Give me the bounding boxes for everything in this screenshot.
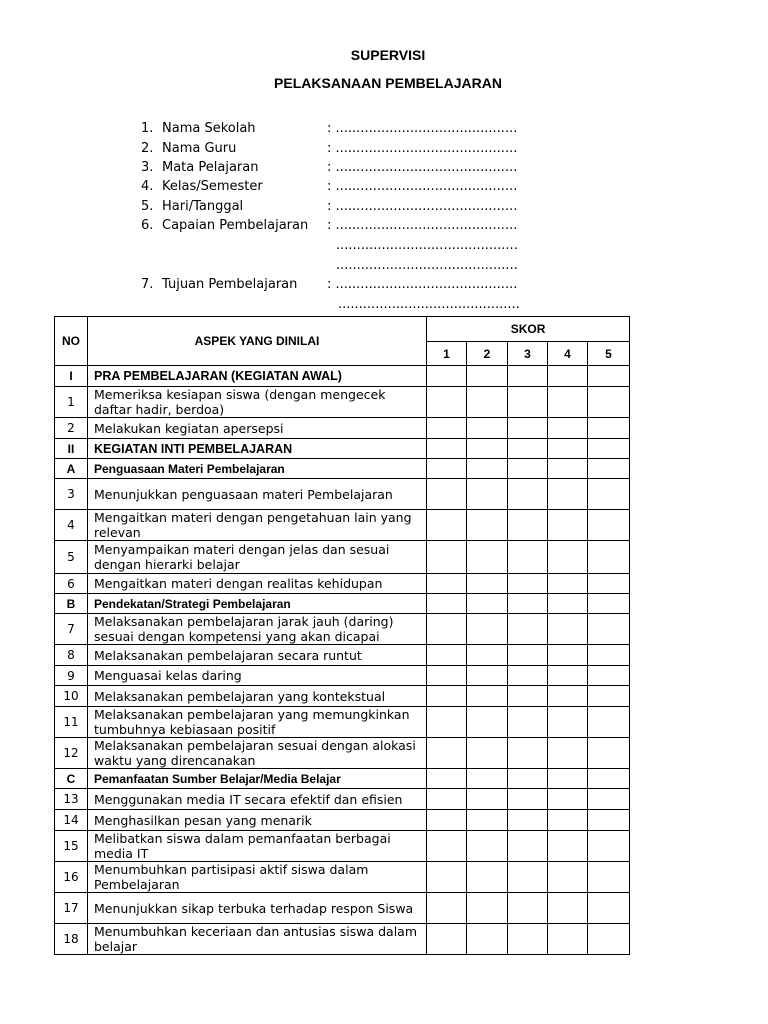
score-cell-2[interactable]: [467, 594, 508, 614]
score-cell-2[interactable]: [467, 541, 508, 574]
field-number: 7.: [141, 277, 154, 292]
score-cell-3[interactable]: [508, 418, 548, 439]
score-cell-2[interactable]: [467, 387, 508, 418]
score-cell-2[interactable]: [467, 510, 508, 541]
score-cell-3[interactable]: [508, 831, 548, 862]
score-cell-5[interactable]: [588, 810, 630, 831]
table-row: [55, 924, 630, 955]
field-continuation-line: ............................................: [336, 258, 518, 273]
score-cell-5[interactable]: [588, 707, 630, 738]
score-cell-3[interactable]: [508, 439, 548, 459]
score-cell-4[interactable]: [548, 686, 588, 707]
score-cell-1[interactable]: [427, 459, 467, 479]
row-number: II: [55, 439, 88, 459]
score-cell-1[interactable]: [427, 541, 467, 574]
row-number: 7: [55, 614, 88, 645]
row-number: 3: [55, 479, 88, 510]
score-cell-5[interactable]: [588, 387, 630, 418]
score-cell-1[interactable]: [427, 387, 467, 418]
score-header-5: 5: [588, 342, 630, 366]
row-number: 12: [55, 738, 88, 769]
field-number: 3.: [141, 160, 154, 175]
row-number: 9: [55, 666, 88, 686]
score-cell-4[interactable]: [548, 924, 588, 955]
table-row: [55, 810, 630, 831]
aspect-text: Menguasai kelas daring: [88, 666, 427, 686]
row-number: 16: [55, 862, 88, 893]
score-cell-3[interactable]: [508, 594, 548, 614]
score-cell-4[interactable]: [548, 574, 588, 594]
score-cell-5[interactable]: [588, 645, 630, 666]
field-blank: : ............................................: [327, 179, 518, 194]
score-cell-5[interactable]: [588, 541, 630, 574]
header-score: SKOR: [427, 317, 630, 342]
score-cell-3[interactable]: [508, 769, 548, 789]
row-number: 1: [55, 387, 88, 418]
score-cell-4[interactable]: [548, 789, 588, 810]
score-cell-5[interactable]: [588, 479, 630, 510]
score-cell-2[interactable]: [467, 769, 508, 789]
table-row: [55, 614, 630, 645]
score-cell-5[interactable]: [588, 893, 630, 924]
score-cell-2[interactable]: [467, 862, 508, 893]
score-cell-5[interactable]: [588, 924, 630, 955]
row-number: 6: [55, 574, 88, 594]
score-cell-5[interactable]: [588, 614, 630, 645]
score-cell-4[interactable]: [548, 439, 588, 459]
score-cell-3[interactable]: [508, 924, 548, 955]
score-cell-4[interactable]: [548, 810, 588, 831]
score-header-1: 1: [427, 342, 467, 366]
score-cell-1[interactable]: [427, 366, 467, 387]
table-header-row: [55, 317, 630, 342]
score-cell-1[interactable]: [427, 789, 467, 810]
table-row: [55, 574, 630, 594]
score-cell-3[interactable]: [508, 387, 548, 418]
table-row: [55, 862, 630, 893]
aspect-text: Menghasilkan pesan yang menarik: [88, 810, 427, 831]
score-cell-3[interactable]: [508, 510, 548, 541]
aspect-text: Menumbuhkan keceriaan dan antusias siswa dalam belajar: [88, 924, 427, 955]
score-cell-3[interactable]: [508, 541, 548, 574]
score-cell-2[interactable]: [467, 439, 508, 459]
score-cell-4[interactable]: [548, 645, 588, 666]
field-blank: : ............................................: [327, 160, 518, 175]
field-blank: : ............................................: [327, 218, 518, 233]
score-cell-2[interactable]: [467, 707, 508, 738]
score-cell-5[interactable]: [588, 789, 630, 810]
aspect-text: Menyampaikan materi dengan jelas dan sesuai dengan hierarki belajar: [88, 541, 427, 574]
score-cell-3[interactable]: [508, 893, 548, 924]
score-cell-4[interactable]: [548, 769, 588, 789]
score-cell-1[interactable]: [427, 479, 467, 510]
score-cell-1[interactable]: [427, 893, 467, 924]
aspect-text: Melaksanakan pembelajaran jarak jauh (daring) sesuai dengan kompetensi yang akan dicapai: [88, 614, 427, 645]
aspect-text: Melaksanakan pembelajaran sesuai dengan alokasi waktu yang direncanakan: [88, 738, 427, 769]
score-cell-2[interactable]: [467, 810, 508, 831]
field-blank: : ............................................: [327, 199, 518, 214]
field-label: Tujuan Pembelajaran: [162, 277, 298, 292]
score-header-3: 3: [508, 342, 548, 366]
aspect-text: Melaksanakan pembelajaran secara runtut: [88, 645, 427, 666]
row-number: 17: [55, 893, 88, 924]
score-cell-3[interactable]: [508, 459, 548, 479]
field-label: Nama Sekolah: [162, 121, 256, 136]
score-cell-2[interactable]: [467, 645, 508, 666]
aspect-text: Menunjukkan sikap terbuka terhadap respon Siswa: [88, 893, 427, 924]
field-number: 2.: [141, 141, 154, 156]
row-number: 15: [55, 831, 88, 862]
score-cell-3[interactable]: [508, 645, 548, 666]
score-cell-1[interactable]: [427, 645, 467, 666]
field-number: 6.: [141, 218, 154, 233]
score-cell-4[interactable]: [548, 387, 588, 418]
score-cell-1[interactable]: [427, 614, 467, 645]
score-cell-2[interactable]: [467, 418, 508, 439]
score-cell-1[interactable]: [427, 418, 467, 439]
field-label: Mata Pelajaran: [162, 160, 259, 175]
table-row: [55, 789, 630, 810]
field-number: 1.: [141, 121, 154, 136]
score-cell-2[interactable]: [467, 924, 508, 955]
row-number: I: [55, 366, 88, 387]
score-cell-5[interactable]: [588, 510, 630, 541]
field-blank: : ............................................: [327, 121, 518, 136]
table-row: [55, 645, 630, 666]
score-cell-2[interactable]: [467, 366, 508, 387]
score-cell-1[interactable]: [427, 769, 467, 789]
field-label: Hari/Tanggal: [162, 199, 244, 214]
row-number: 11: [55, 707, 88, 738]
score-cell-3[interactable]: [508, 366, 548, 387]
section-heading: KEGIATAN INTI PEMBELAJARAN: [88, 439, 427, 459]
score-cell-3[interactable]: [508, 686, 548, 707]
score-cell-5[interactable]: [588, 594, 630, 614]
field-label: Kelas/Semester: [162, 179, 263, 194]
section-heading: Pemanfaatan Sumber Belajar/Media Belajar: [88, 769, 427, 789]
score-cell-2[interactable]: [467, 614, 508, 645]
score-cell-4[interactable]: [548, 831, 588, 862]
score-cell-1[interactable]: [427, 831, 467, 862]
aspect-text: Melaksanakan pembelajaran yang memungkinkan tumbuhnya kebiasaan positif: [88, 707, 427, 738]
score-cell-4[interactable]: [548, 738, 588, 769]
score-cell-5[interactable]: [588, 666, 630, 686]
row-number: B: [55, 594, 88, 614]
score-cell-1[interactable]: [427, 439, 467, 459]
row-number: 2: [55, 418, 88, 439]
section-row: [55, 366, 630, 387]
score-cell-2[interactable]: [467, 666, 508, 686]
field-blank: : ............................................: [327, 277, 518, 292]
section-heading: PRA PEMBELAJARAN (KEGIATAN AWAL): [88, 366, 427, 387]
score-cell-1[interactable]: [427, 574, 467, 594]
score-cell-5[interactable]: [588, 459, 630, 479]
score-cell-2[interactable]: [467, 686, 508, 707]
row-number: 14: [55, 810, 88, 831]
score-cell-4[interactable]: [548, 510, 588, 541]
score-cell-5[interactable]: [588, 831, 630, 862]
score-cell-2[interactable]: [467, 574, 508, 594]
score-cell-2[interactable]: [467, 789, 508, 810]
assessment-table: [54, 316, 630, 955]
aspect-text: Melakukan kegiatan apersepsi: [88, 418, 427, 439]
subsection-row: [55, 594, 630, 614]
table-row: [55, 387, 630, 418]
table-row: [55, 707, 630, 738]
score-cell-2[interactable]: [467, 893, 508, 924]
row-number: C: [55, 769, 88, 789]
score-cell-1[interactable]: [427, 707, 467, 738]
score-cell-3[interactable]: [508, 614, 548, 645]
score-cell-3[interactable]: [508, 789, 548, 810]
score-cell-4[interactable]: [548, 366, 588, 387]
section-heading: Penguasaan Materi Pembelajaran: [88, 459, 427, 479]
aspect-text: Memeriksa kesiapan siswa (dengan mengecek daftar hadir, berdoa): [88, 387, 427, 418]
document-title: SUPERVISI: [350, 47, 426, 63]
section-heading: Pendekatan/Strategi Pembelajaran: [88, 594, 427, 614]
field-label: Nama Guru: [162, 141, 237, 156]
score-cell-3[interactable]: [508, 574, 548, 594]
subsection-row: [55, 459, 630, 479]
aspect-text: Mengaitkan materi dengan pengetahuan lain yang relevan: [88, 510, 427, 541]
row-number: 8: [55, 645, 88, 666]
row-number: A: [55, 459, 88, 479]
table-row: [55, 893, 630, 924]
row-number: 13: [55, 789, 88, 810]
score-cell-4[interactable]: [548, 479, 588, 510]
score-cell-5[interactable]: [588, 738, 630, 769]
score-cell-5[interactable]: [588, 686, 630, 707]
score-cell-1[interactable]: [427, 666, 467, 686]
score-cell-1[interactable]: [427, 686, 467, 707]
score-cell-1[interactable]: [427, 510, 467, 541]
score-cell-4[interactable]: [548, 862, 588, 893]
score-cell-2[interactable]: [467, 459, 508, 479]
score-cell-4[interactable]: [548, 459, 588, 479]
score-cell-4[interactable]: [548, 666, 588, 686]
field-continuation-line: ............................................: [336, 238, 518, 253]
aspect-text: Mengaitkan materi dengan realitas kehidupan: [88, 574, 427, 594]
score-cell-1[interactable]: [427, 862, 467, 893]
aspect-text: Melaksanakan pembelajaran yang kontekstual: [88, 686, 427, 707]
score-cell-5[interactable]: [588, 769, 630, 789]
score-cell-5[interactable]: [588, 862, 630, 893]
table-row: [55, 418, 630, 439]
score-cell-4[interactable]: [548, 707, 588, 738]
subsection-row: [55, 769, 630, 789]
aspect-text: Menumbuhkan partisipasi aktif siswa dalam Pembelajaran: [88, 862, 427, 893]
aspect-text: Menunjukkan penguasaan materi Pembelajaran: [88, 479, 427, 510]
score-cell-1[interactable]: [427, 810, 467, 831]
score-cell-2[interactable]: [467, 479, 508, 510]
score-cell-5[interactable]: [588, 439, 630, 459]
score-cell-4[interactable]: [548, 614, 588, 645]
score-cell-3[interactable]: [508, 810, 548, 831]
row-number: 4: [55, 510, 88, 541]
aspect-text: Menggunakan media IT secara efektif dan efisien: [88, 789, 427, 810]
score-header-4: 4: [548, 342, 588, 366]
table-row: [55, 510, 630, 541]
field-continuation-line: ............................................: [338, 297, 520, 312]
header-no: NO: [55, 317, 88, 366]
table-row: [55, 541, 630, 574]
score-cell-4[interactable]: [548, 418, 588, 439]
table-row: [55, 666, 630, 686]
score-cell-3[interactable]: [508, 862, 548, 893]
field-label: Capaian Pembelajaran: [162, 218, 309, 233]
table-row: [55, 686, 630, 707]
score-cell-4[interactable]: [548, 541, 588, 574]
score-cell-1[interactable]: [427, 594, 467, 614]
field-number: 4.: [141, 179, 154, 194]
section-row: [55, 439, 630, 459]
row-number: 18: [55, 924, 88, 955]
header-aspect: ASPEK YANG DINILAI: [88, 317, 427, 366]
document-subtitle: PELAKSANAAN PEMBELAJARAN: [274, 75, 502, 91]
table-row: [55, 479, 630, 510]
score-cell-5[interactable]: [588, 366, 630, 387]
score-cell-3[interactable]: [508, 479, 548, 510]
score-cell-3[interactable]: [508, 666, 548, 686]
score-cell-4[interactable]: [548, 594, 588, 614]
field-blank: : ............................................: [327, 141, 518, 156]
table-row: [55, 831, 630, 862]
score-cell-4[interactable]: [548, 893, 588, 924]
aspect-text: Melibatkan siswa dalam pemanfaatan berbagai media IT: [88, 831, 427, 862]
table-row: [55, 738, 630, 769]
score-cell-3[interactable]: [508, 707, 548, 738]
score-cell-5[interactable]: [588, 418, 630, 439]
score-header-2: 2: [467, 342, 508, 366]
score-cell-3[interactable]: [508, 738, 548, 769]
field-number: 5.: [141, 199, 154, 214]
row-number: 5: [55, 541, 88, 574]
score-cell-1[interactable]: [427, 738, 467, 769]
score-cell-2[interactable]: [467, 738, 508, 769]
score-cell-5[interactable]: [588, 574, 630, 594]
score-cell-2[interactable]: [467, 831, 508, 862]
row-number: 10: [55, 686, 88, 707]
score-cell-1[interactable]: [427, 924, 467, 955]
